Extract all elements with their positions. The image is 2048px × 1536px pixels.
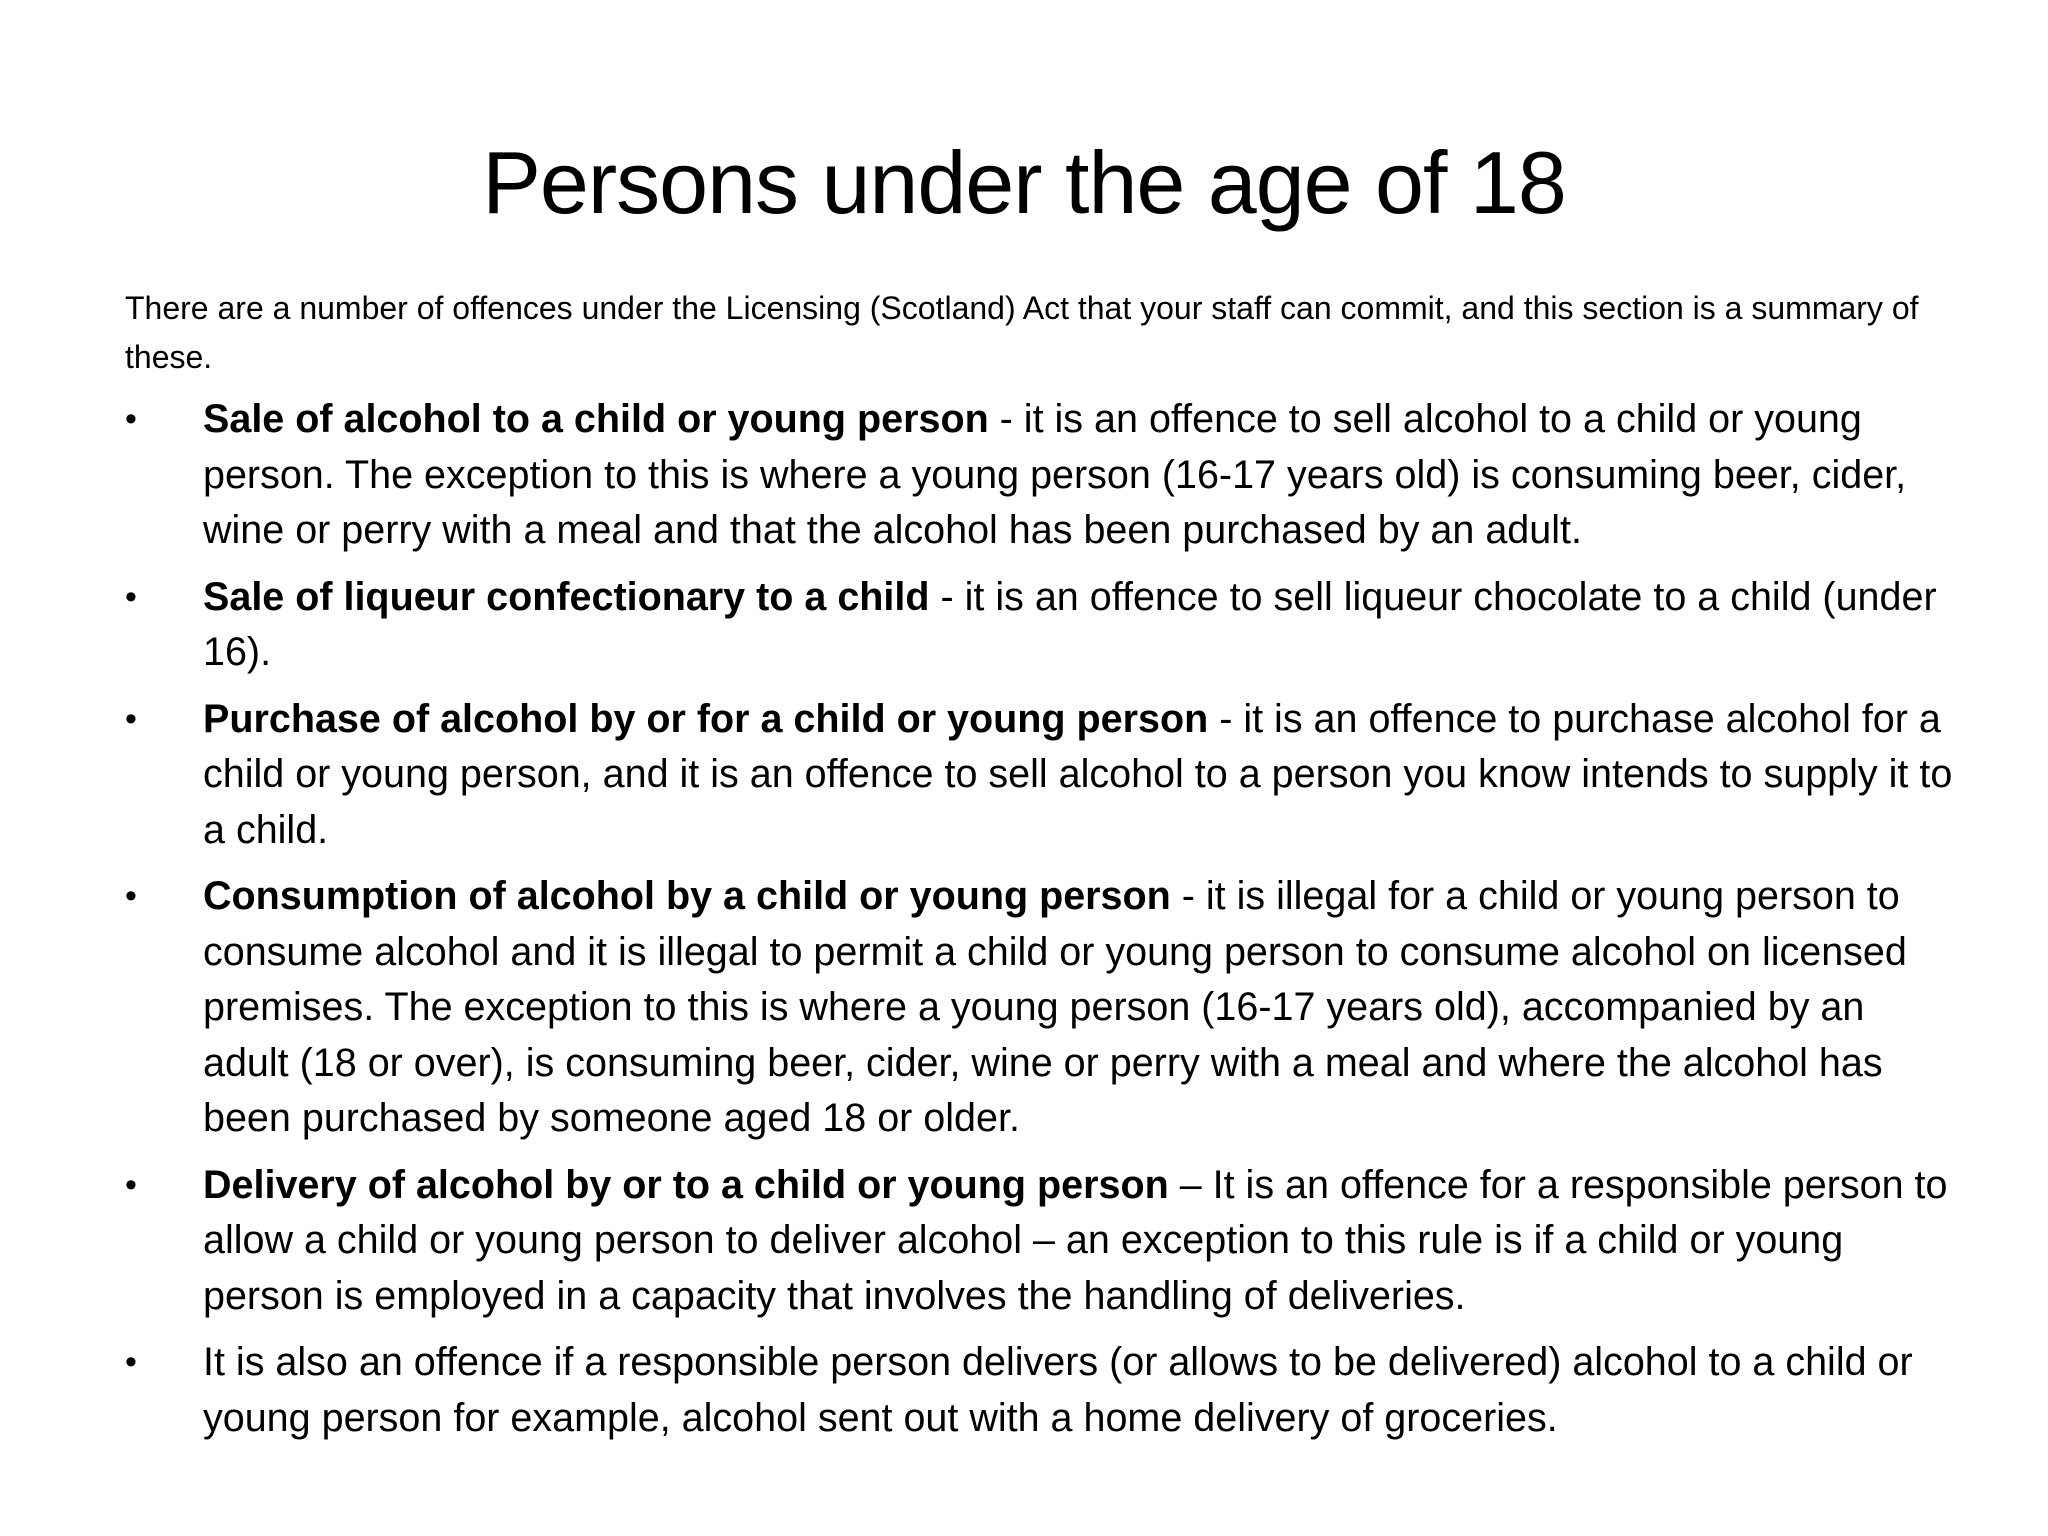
intro-paragraph: There are a number of offences under the Licensing (Scotland) Act that your staff can commit, and this section is a summary of these. xyxy=(125,290,1919,375)
offence-list xyxy=(125,392,1955,1457)
offence-item-consumption-by-child xyxy=(125,869,1955,1147)
bullet-icon: • xyxy=(125,400,137,438)
offence-description: - it is an offence to sell alcohol to a child or young person. The exception to this is where a young person (16-17 years old) is consuming beer, cider, wine or perry with a meal and that the alcohol has been purchased by an adult. xyxy=(203,397,1907,552)
bullet-icon: • xyxy=(125,699,137,738)
offence-description: - it is illegal for a child or young person to consume alcohol and it is illegal to permit a child or young person to consume alcohol on licensed premises. The exception to this is where a young person (16-17 years old), accompanied by an adult (18 or over), is consuming beer, cider, wine or perry with a meal and where the alcohol has been purchased by someone aged 18 or older. xyxy=(203,874,1907,1140)
bullet-icon: • xyxy=(125,1165,137,1204)
bullet-icon: • xyxy=(125,877,137,915)
slide-title: Persons under the age of 18 xyxy=(482,133,1566,232)
offence-heading: Sale of alcohol to a child or young person xyxy=(203,397,989,441)
offence-item-liqueur-confectionary xyxy=(125,570,1955,681)
offence-item-sale-to-child xyxy=(125,392,1955,559)
offence-heading: Consumption of alcohol by a child or young person xyxy=(203,874,1171,918)
offence-description: - it is an offence to purchase alcohol for a child or young person, and it is an offence to sell alcohol to a person you know intends to supply it to a child. xyxy=(203,696,1953,852)
offence-description: - it is an offence to sell liqueur chocolate to a child (under 16). xyxy=(203,574,1937,674)
offence-item-purchase-for-child xyxy=(125,692,1955,859)
offence-heading: Purchase of alcohol by or for a child or young person xyxy=(203,696,1209,741)
offence-description: It is also an offence if a responsible person delivers (or allows to be delivered) alcohol to a child or young person for example, alcohol sent out with a home delivery of groceries. xyxy=(203,1340,1913,1440)
bullet-icon: • xyxy=(125,577,137,616)
bullet-icon: • xyxy=(125,1343,137,1381)
offence-heading: Delivery of alcohol by or to a child or young person xyxy=(203,1162,1169,1207)
offence-heading: Sale of liqueur confectionary to a child xyxy=(203,574,930,619)
offence-description: – It is an offence for a responsible person to allow a child or young person to deliver alcohol – an exception to this rule is if a child or young person is employed in a capacity that involves the handling of deliveries. xyxy=(203,1162,1948,1318)
offence-item-delivery-by-child xyxy=(125,1158,1955,1325)
offence-item-delivery-to-child xyxy=(125,1335,1955,1446)
